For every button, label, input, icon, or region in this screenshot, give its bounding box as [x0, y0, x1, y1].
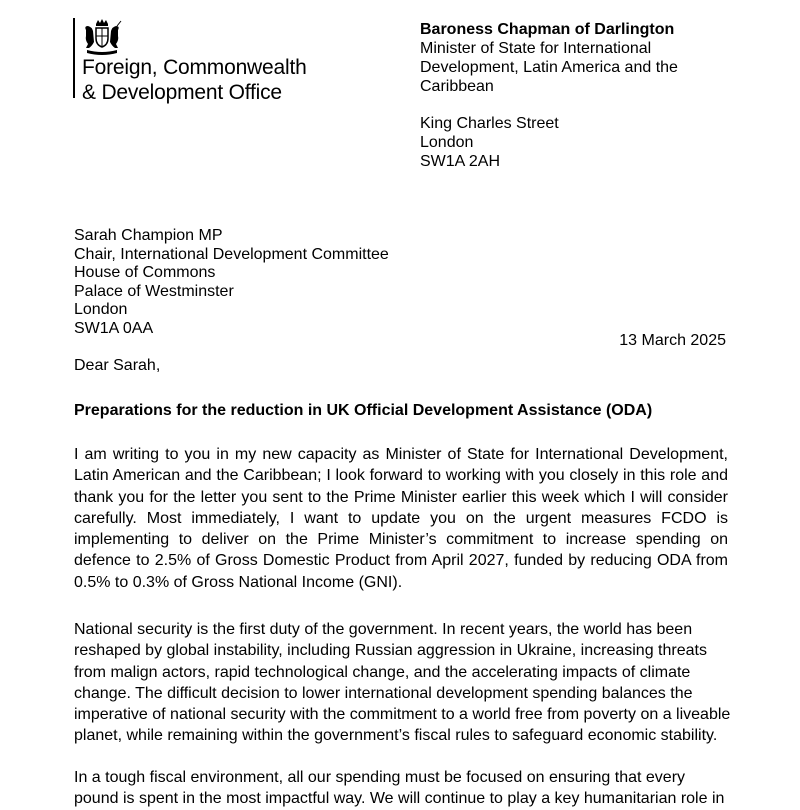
sender-title-line: Development, Latin America and the: [420, 59, 678, 76]
royal-crest-icon: [82, 18, 122, 56]
sender-address-line: SW1A 2AH: [420, 153, 501, 170]
organisation-name: [82, 55, 307, 105]
sender-address: [420, 114, 559, 171]
recipient-line: London: [74, 301, 128, 319]
body-paragraph-2: [74, 619, 736, 747]
paragraph-line: reshaped by global instability, including Russian aggression in Ukraine, increasing threats: [74, 642, 707, 660]
body-paragraph-1: I am writing to you in my new capacity as Minister of State for International Development, Latin American and the Caribbean; I look forward to working with you closely in this role and thank you for the letter you sent to the Prime Minister earlier this week which I will consider carefully. Most immediately, I want to update you on the urgent measures FCDO is implementing to deliver on the Prime Minister’s commitment to increase spending on defence to 2.5% of Gross Domestic Product from April 2027, funded by reducing ODA from 0.5% to 0.3% of Gross National Income (GNI).: [74, 446, 728, 591]
paragraph-line: change. The difficult decision to lower international development spending balances the: [74, 684, 693, 702]
sender-name: Baroness Chapman of Darlington: [420, 21, 675, 38]
salutation: Dear Sarah,: [74, 357, 161, 374]
recipient-line: House of Commons: [74, 264, 216, 282]
organisation-name-line1: Foreign, Commonwealth: [82, 56, 307, 79]
organisation-name-line2: & Development Office: [82, 81, 282, 104]
paragraph-line: from malign actors, rapid technological change, and the accelerating impacts of climate: [74, 663, 691, 681]
recipient-line: Palace of Westminster: [74, 282, 234, 300]
recipient-address: [74, 227, 389, 339]
sender-title-line: Minister of State for International: [420, 40, 652, 57]
letter-subject: Preparations for the reduction in UK Official Development Assistance (ODA): [74, 402, 653, 419]
paragraph-line: imperative of national security with the commitment to a world free from poverty on a liveable: [74, 706, 731, 724]
letterhead-rule: [73, 18, 75, 98]
body-paragraph-3: [74, 767, 736, 810]
sender-title-line: Caribbean: [420, 78, 494, 95]
sender-block: [420, 20, 678, 96]
paragraph-line: pound is spent in the most impactful way. We will continue to play a key humanitarian role in: [74, 790, 725, 808]
letter-date: 13 March 2025: [619, 332, 726, 349]
recipient-line: Chair, International Development Committee: [74, 245, 389, 263]
recipient-line: Sarah Champion MP: [74, 227, 223, 244]
paragraph-line: In a tough fiscal environment, all our spending must be focused on ensuring that every: [74, 769, 686, 786]
sender-address-line: King Charles Street: [420, 115, 559, 132]
paragraph-line: National security is the first duty of the government. In recent years, the world has been: [74, 621, 693, 638]
sender-address-line: London: [420, 134, 474, 151]
paragraph-line: planet, while remaining within the government’s fiscal rules to safeguard economic stability.: [74, 727, 718, 745]
recipient-line: SW1A 0AA: [74, 319, 154, 337]
